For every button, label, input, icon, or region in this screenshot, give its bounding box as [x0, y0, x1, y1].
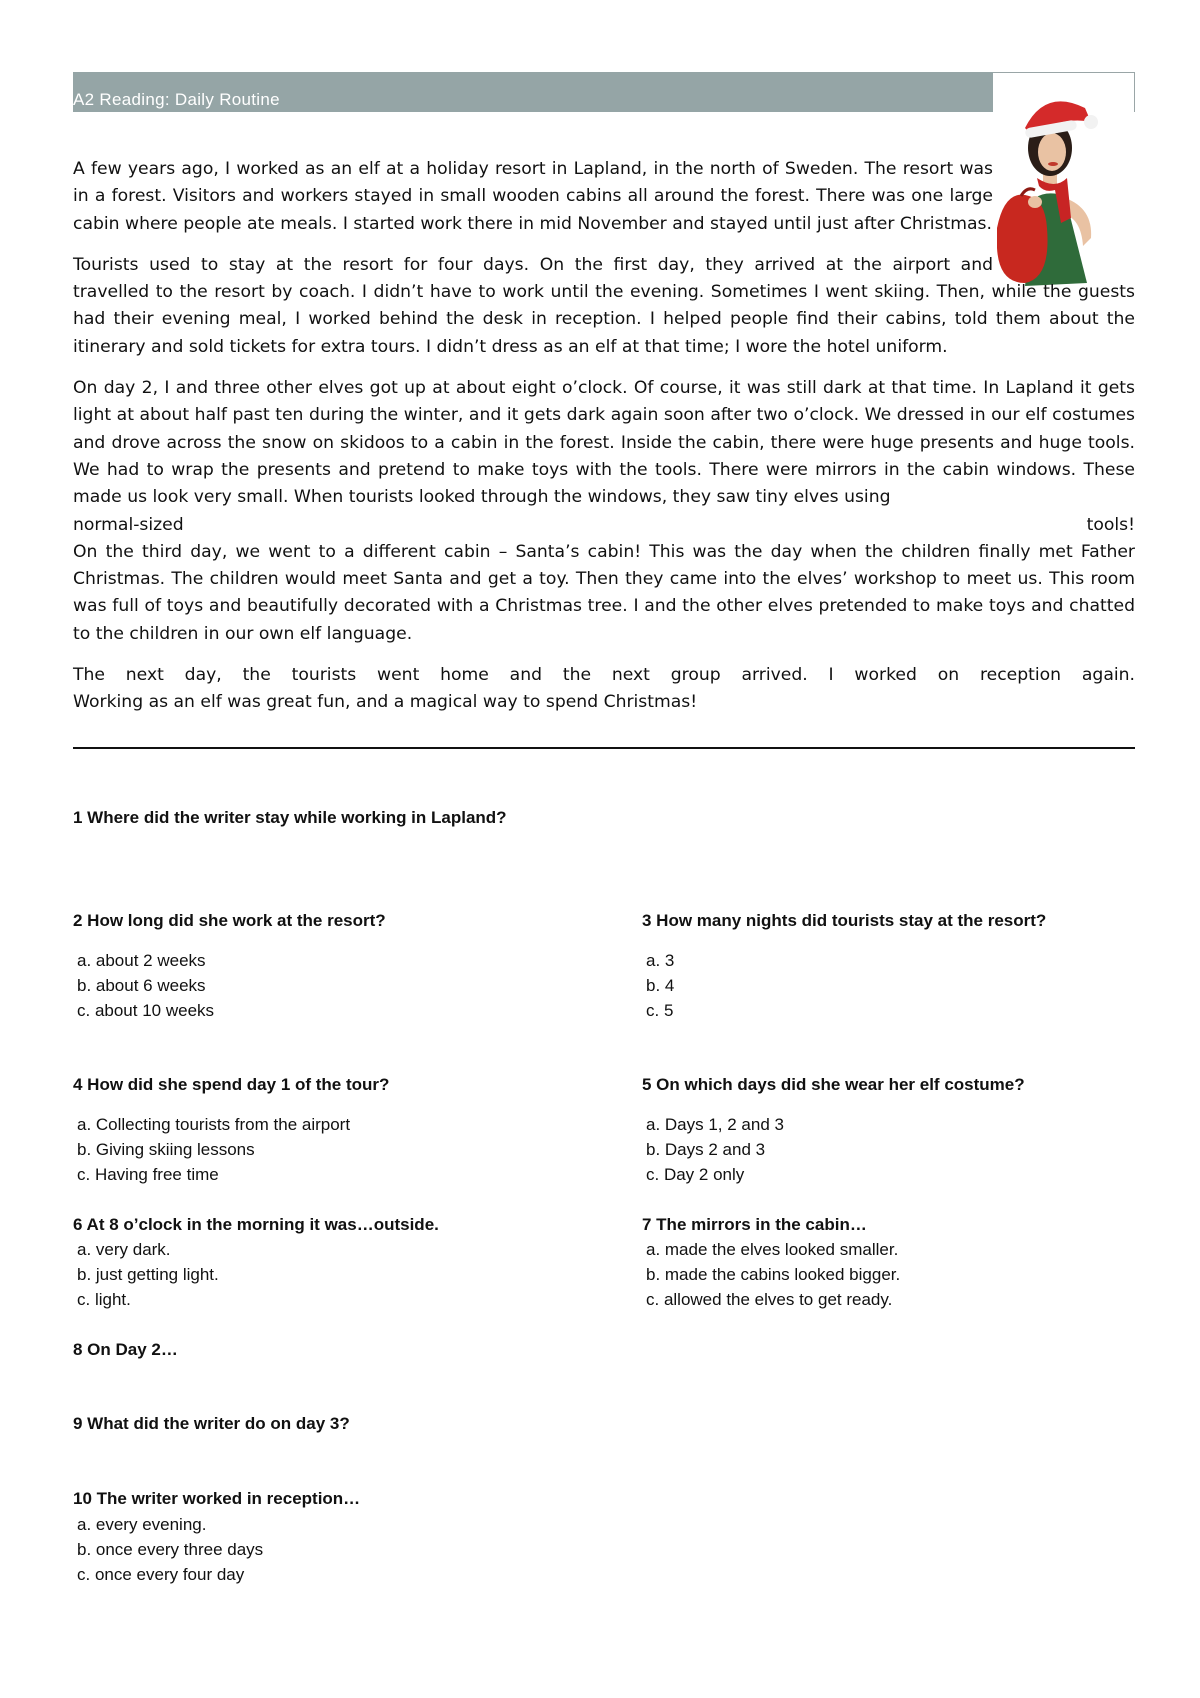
option-5a[interactable]: a. Days 1, 2 and 3: [646, 1115, 784, 1134]
option-2a[interactable]: a. about 2 weeks: [77, 951, 206, 970]
option-6b[interactable]: b. just getting light.: [77, 1265, 219, 1284]
question-2-options: [77, 948, 214, 1023]
question-6: 6 At 8 o’clock in the morning it was…outside.: [73, 1215, 439, 1234]
option-2c[interactable]: c. about 10 weeks: [77, 1001, 215, 1020]
option-5c[interactable]: c. Day 2 only: [646, 1165, 745, 1184]
option-7b[interactable]: b. made the cabins looked bigger.: [646, 1265, 901, 1284]
option-3a[interactable]: a. 3: [646, 951, 675, 970]
paragraph-2-rest: travelled to the resort by coach. I didn’t have to work until the evening. Sometimes I went skiing. Then, while the guests had their evening meal, I worked behind the desk in reception. I helped people find their cabins, told them about the itinerary and sold tickets for extra tours. I didn’t dress as an elf at that time; I wore the hotel uniform.: [73, 282, 1135, 357]
option-5b[interactable]: b. Days 2 and 3: [646, 1140, 766, 1159]
option-7c[interactable]: c. allowed the elves to get ready.: [646, 1290, 893, 1309]
paragraph-3-end-left: normal-sized: [73, 514, 184, 535]
passage-end-rule: [73, 747, 1135, 749]
option-10c[interactable]: c. once every four day: [77, 1565, 245, 1584]
paragraph-4: On the third day, we went to a different cabin – Santa’s cabin! This was the day when the children finally met Father Christmas. The children would meet Santa and get a toy. Then they came into the elves’ workshop to meet us. This room was full of toys and beautifully decorated with a Christmas tree. I and the other elves pretended to make toys and chatted to the children in our own elf language.: [73, 541, 1135, 644]
header-rule-vertical: [1134, 72, 1135, 112]
question-1: 1 Where did the writer stay while working in Lapland?: [73, 808, 507, 827]
option-2b[interactable]: b. about 6 weeks: [77, 976, 206, 995]
question-7-options: [646, 1237, 900, 1312]
question-5: 5 On which days did she wear her elf costume?: [642, 1075, 1025, 1094]
question-5-options: [646, 1112, 784, 1187]
paragraph-1: A few years ago, I worked as an elf at a holiday resort in Lapland, in the north of Sweden. The resort was in a forest. Visitors and workers stayed in small wooden cabins all around the forest. There was one large cabin where people ate meals. I started work there in mid November and stayed until just after Christmas.: [73, 159, 993, 234]
option-6a[interactable]: a. very dark.: [77, 1240, 171, 1259]
question-4-options: [77, 1112, 350, 1187]
paragraph-5-text: The next day, the tourists went home and the next group arrived. I worked on reception again.: [73, 665, 1135, 686]
paragraph-3-last-line: [73, 512, 1135, 539]
question-4: 4 How did she spend day 1 of the tour?: [73, 1075, 390, 1094]
question-2: 2 How long did she work at the resort?: [73, 911, 386, 930]
option-4a[interactable]: a. Collecting tourists from the airport: [77, 1115, 351, 1134]
option-6c[interactable]: c. light.: [77, 1290, 131, 1309]
option-7a[interactable]: a. made the elves looked smaller.: [646, 1240, 899, 1259]
option-4b[interactable]: b. Giving skiing lessons: [77, 1140, 255, 1159]
header-rule: [993, 72, 1135, 73]
paragraph-2-first-line: Tourists used to stay at the resort for four days. On the first day, they arrived at the airport and: [73, 254, 993, 275]
page-title: A2 Reading: Daily Routine: [73, 90, 280, 109]
paragraph-3-end-right: tools!: [1086, 514, 1135, 535]
question-3-options: [646, 948, 674, 1023]
option-10a[interactable]: a. every evening.: [77, 1515, 207, 1534]
paragraph-2: [73, 252, 1135, 361]
question-7: 7 The mirrors in the cabin…: [642, 1215, 867, 1234]
question-6-options: [77, 1237, 219, 1312]
option-3c[interactable]: c. 5: [646, 1001, 674, 1020]
question-10-options: [77, 1512, 263, 1587]
question-10: 10 The writer worked in reception…: [73, 1489, 361, 1508]
option-4c[interactable]: c. Having free time: [77, 1165, 219, 1184]
paragraph-3: On day 2, I and three other elves got up at about eight o’clock. Of course, it was still dark at that time. In Lapland it gets light at about half past ten during the winter, and it gets dark again soon after two o’clock. We dressed in our elf costumes and drove across the snow on skidoos to a cabin in the forest. Inside the cabin, there were huge presents and huge tools. We had to wrap the presents and pretend to make toys with the tools. There were mirrors in the cabin windows. These made us look very small. When tourists looked through the windows, they saw tiny elves using: [73, 378, 1135, 508]
question-8: 8 On Day 2…: [73, 1340, 178, 1359]
option-10b[interactable]: b. once every three days: [77, 1540, 264, 1559]
closing-sentence: Working as an elf was great fun, and a magical way to spend Christmas!: [73, 692, 698, 713]
question-9: 9 What did the writer do on day 3?: [73, 1414, 350, 1433]
paragraph-5: [73, 662, 1135, 689]
reading-passage: [73, 156, 1135, 717]
question-3: 3 How many nights did tourists stay at the resort?: [642, 911, 1047, 930]
option-3b[interactable]: b. 4: [646, 976, 675, 995]
